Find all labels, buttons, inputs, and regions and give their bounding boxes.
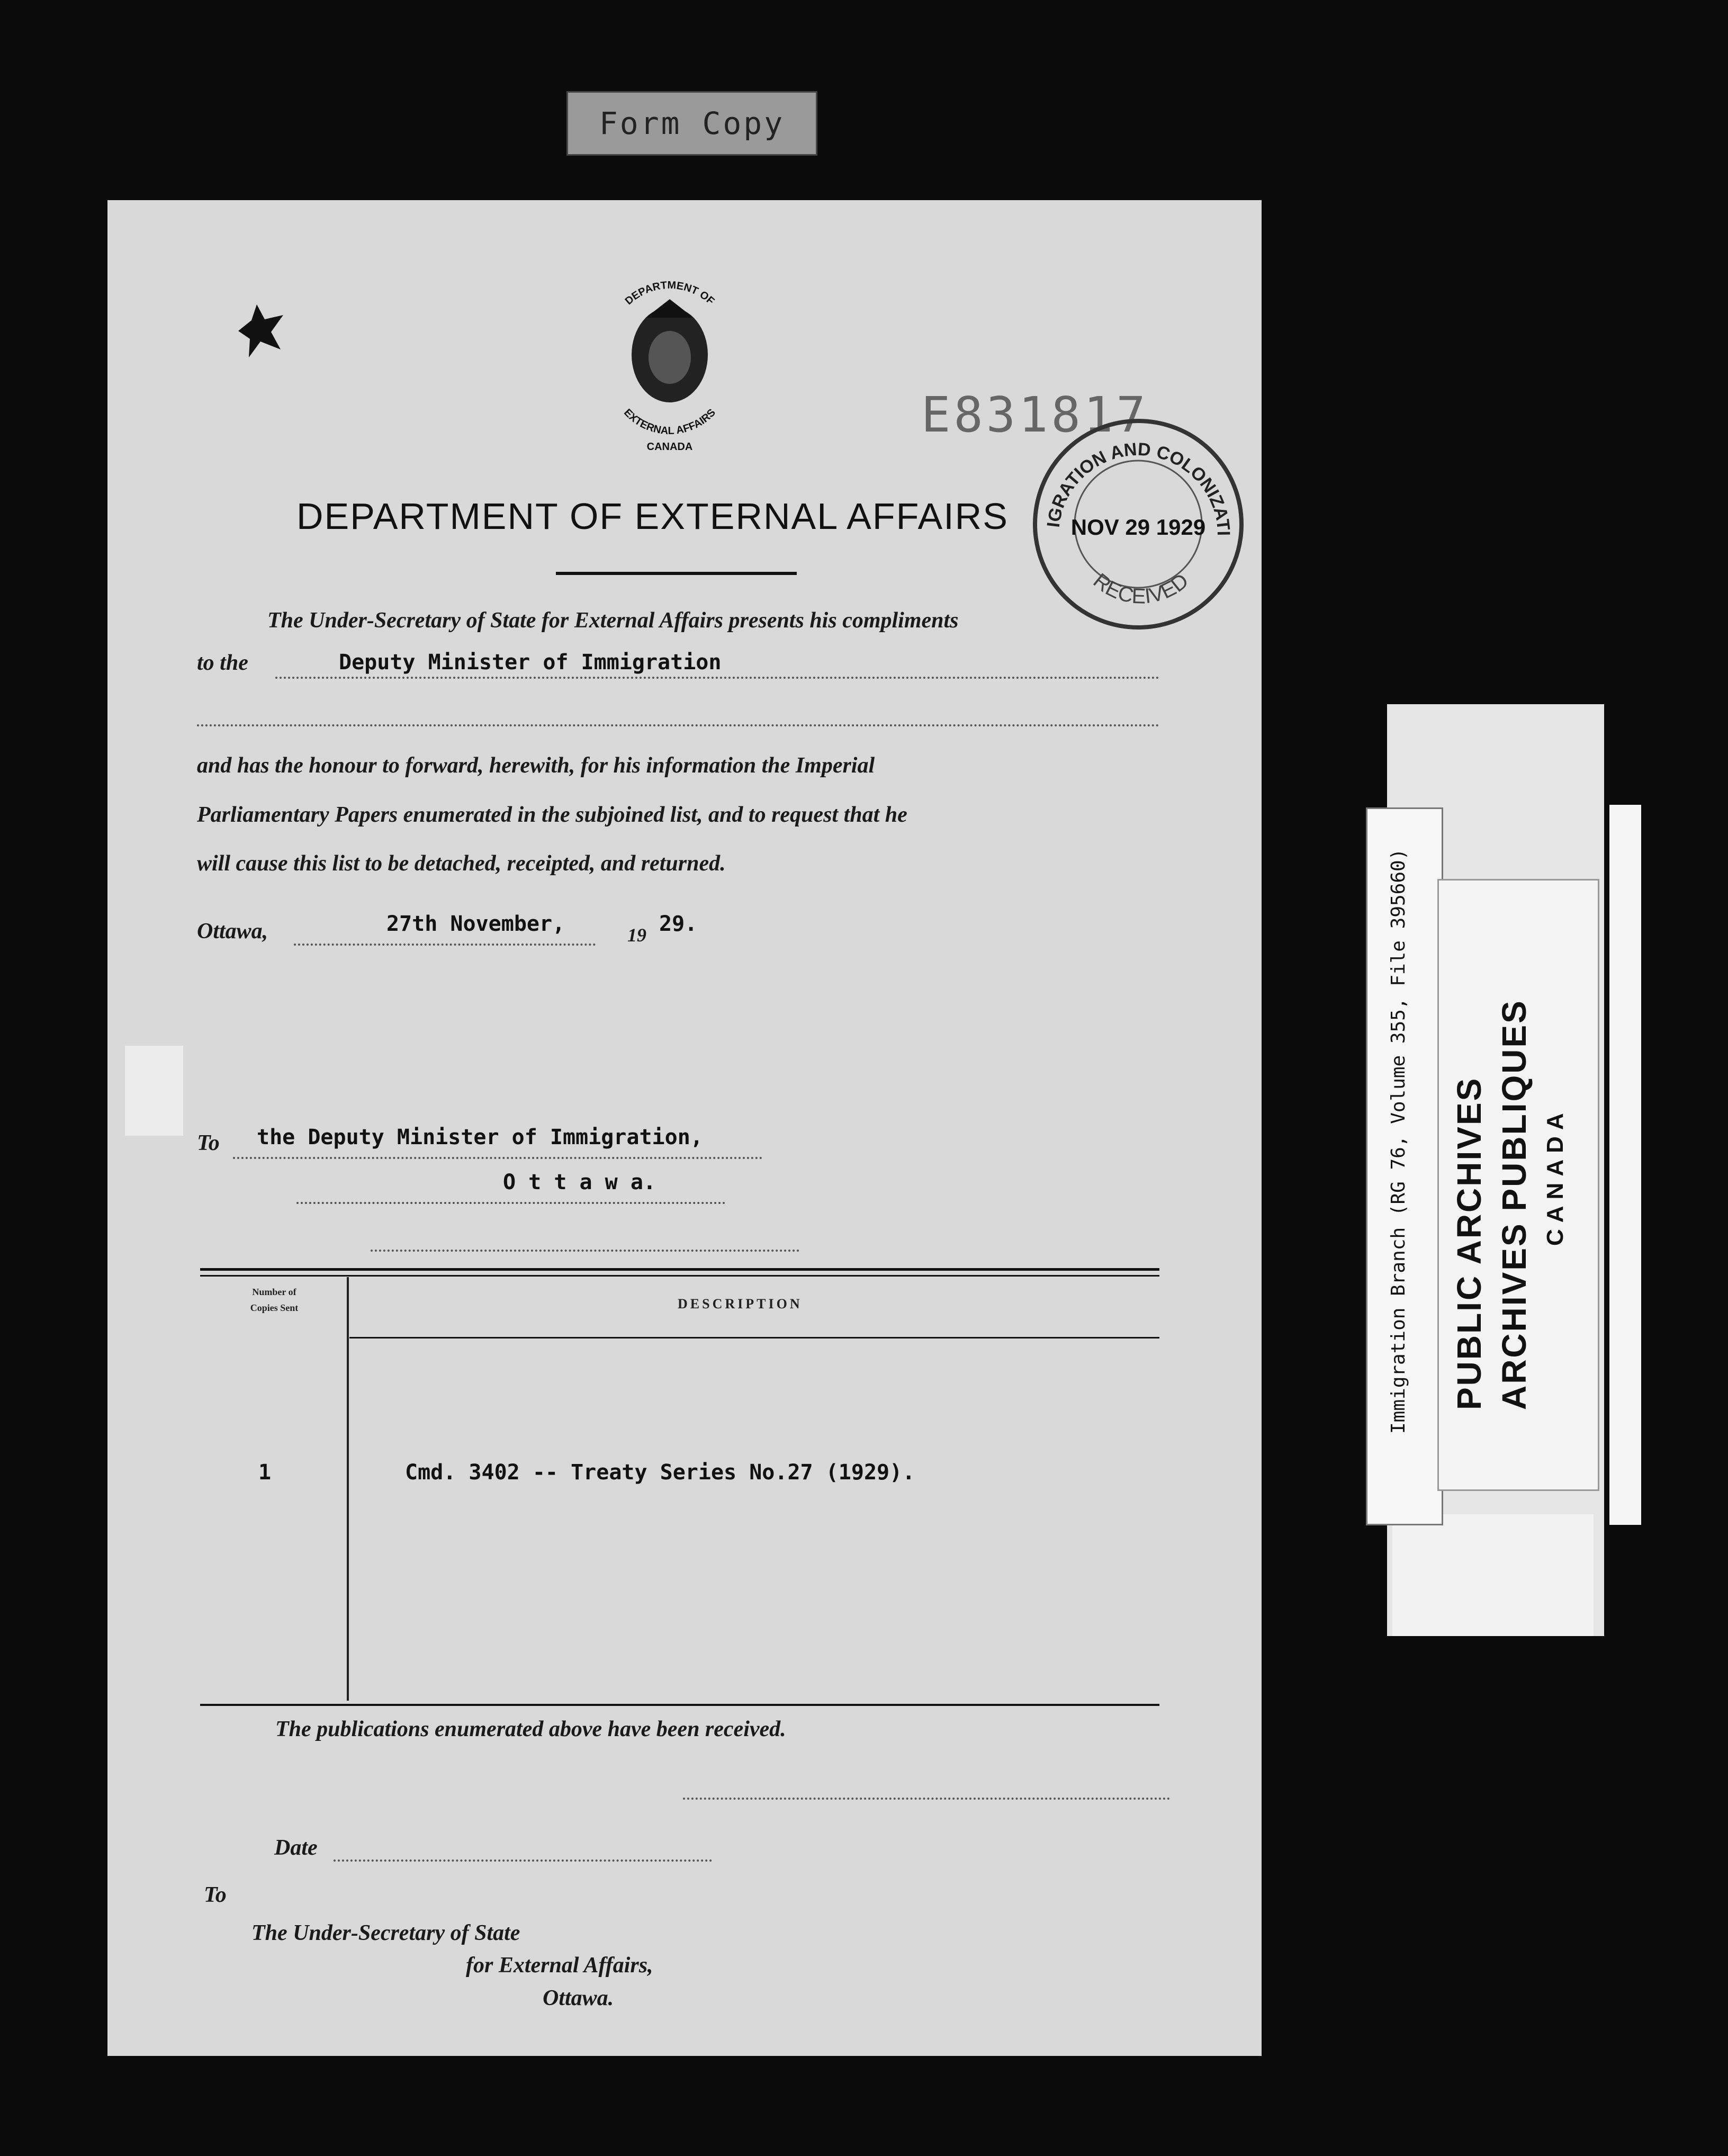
form-copy-tab: Form Copy xyxy=(566,91,817,156)
address-line-1: the Deputy Minister of Immigration, xyxy=(257,1125,703,1149)
letter-date: 27th November, xyxy=(386,912,565,936)
header-underline xyxy=(349,1337,1159,1338)
receipt-address-1: The Under-Secretary of State xyxy=(251,1921,520,1945)
seal-top-text: DEPARTMENT OF xyxy=(623,279,717,308)
ottawa-label: Ottawa, xyxy=(197,919,268,944)
stamp-ring-bottom: RECEIVED xyxy=(1088,569,1193,608)
receipt-date-dotted-line xyxy=(334,1859,712,1862)
copies-sent-value: 1 xyxy=(258,1460,272,1485)
body-line-2: and has the honour to forward, herewith, for his information the Imperial xyxy=(197,753,875,778)
table-bottom-rule xyxy=(200,1704,1159,1706)
archive-reference-strip xyxy=(1366,807,1443,1525)
stamp-date: NOV 29 1929 xyxy=(1070,515,1206,540)
receipt-address-3: Ottawa. xyxy=(543,1986,614,2010)
address-dotted-line-1 xyxy=(233,1157,762,1159)
archive-label-line-1: PUBLIC ARCHIVES xyxy=(1450,1076,1488,1410)
receipt-to-label: To xyxy=(204,1883,227,1907)
body-line-1: The Under-Secretary of State for External Affairs presents his compliments xyxy=(267,608,959,633)
department-seal xyxy=(582,267,757,463)
table-top-rule-2 xyxy=(200,1275,1159,1277)
receipt-address-2: for External Affairs, xyxy=(466,1953,653,1978)
archive-label-card xyxy=(1437,879,1599,1491)
received-date-stamp xyxy=(1022,408,1255,641)
seal-bottom-text: EXTERNAL AFFAIRS xyxy=(622,407,718,437)
svg-text:EXTERNAL AFFAIRS xyxy=(622,407,718,437)
copies-header xyxy=(200,1284,348,1316)
page-fold xyxy=(125,1046,183,1136)
address-to-label: To xyxy=(197,1131,220,1155)
body-line-3: Parliamentary Papers enumerated in the subjoined list, and to request that he xyxy=(197,803,907,827)
punch-hole-mark xyxy=(228,299,291,363)
to-the-label: to the xyxy=(197,651,248,675)
body-line-4: will cause this list to be detached, receipted, and returned. xyxy=(197,851,726,876)
description-header: DESCRIPTION xyxy=(678,1296,803,1311)
copies-header-line-1: Number of xyxy=(252,1287,296,1297)
archive-label-line-2: ARCHIVES PUBLIQUES xyxy=(1495,999,1533,1410)
archive-label-lower xyxy=(1392,1514,1594,1636)
archive-reference-text: Immigration Branch (RG 76, Volume 355, File 395660) xyxy=(1388,848,1409,1434)
archive-label-line-3: CANADA xyxy=(1542,1107,1568,1246)
svg-text:RECEIVED xyxy=(1089,569,1193,608)
recipient-name: Deputy Minister of Immigration xyxy=(339,650,722,675)
archive-label-edge xyxy=(1609,805,1641,1525)
receipt-date-label: Date xyxy=(274,1836,318,1860)
recipient-dotted-line xyxy=(275,677,1159,679)
copies-header-line-2: Copies Sent xyxy=(250,1302,299,1313)
seal-country-text: CANADA xyxy=(646,441,693,453)
receipt-statement: The publications enumerated above have been received. xyxy=(275,1717,786,1741)
page-title: DEPARTMENT OF EXTERNAL AFFAIRS xyxy=(296,496,1009,537)
address-line-2: O t t a w a. xyxy=(503,1170,656,1194)
title-underline xyxy=(556,572,797,575)
date-dotted-line xyxy=(294,944,596,946)
blank-dotted-line xyxy=(197,724,1159,726)
description-value: Cmd. 3402 -- Treaty Series No.27 (1929). xyxy=(405,1460,915,1485)
column-divider xyxy=(347,1277,349,1701)
signature-dotted-line xyxy=(683,1798,1170,1800)
address-dotted-line-3 xyxy=(371,1250,799,1252)
stamp-ring-top: IGRATION AND COLONIZATI xyxy=(1043,439,1234,536)
year-prefix: 19 xyxy=(627,924,646,946)
year-suffix: 29. xyxy=(659,912,698,936)
address-dotted-line-2 xyxy=(296,1202,725,1204)
file-number-stamp: E831817 xyxy=(921,387,1149,443)
table-top-rule xyxy=(200,1268,1159,1271)
